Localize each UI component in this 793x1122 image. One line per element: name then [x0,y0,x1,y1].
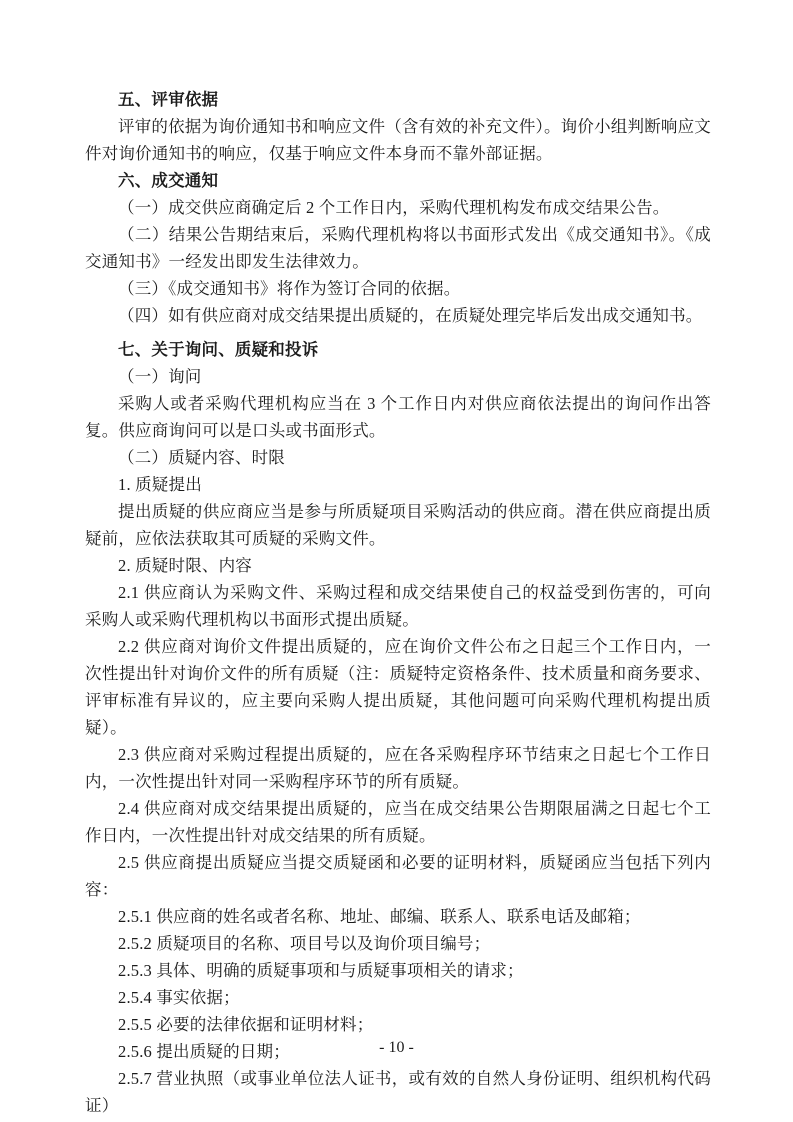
list-item: （三）《成交通知书》将作为签订合同的依据。 [118,279,461,298]
list-item: 2.5 供应商提出质疑应当提交质疑函和必要的证明材料，质疑函应当包括下列内容： [85,853,711,899]
list-item: 2.3 供应商对采购过程提出质疑的，应在各采购程序环节结束之日起七个工作日内，一次性提出针对同一采购程序环节的所有质疑。 [85,745,711,791]
paragraph: 评审的依据为询价通知书和响应文件（含有效的补充文件）。询价小组判断响应文件对询价通知书的响应，仅基于响应文件本身而不靠外部证据。 [85,117,711,163]
list-item: 2.5.7 营业执照（或事业单位法人证书，或有效的自然人身份证明、组织机构代码证） [85,1069,711,1115]
list-item: 2.5.3 具体、明确的质疑事项和与质疑事项相关的请求； [118,961,524,980]
list-item: 2.5.5 必要的法律依据和证明材料； [118,1015,374,1034]
page-number: - 10 - [379,1039,414,1056]
list-item: 2.2 供应商对询价文件提出质疑的，应在询价文件公布之日起三个工作日内，一次性提出针对询价文件的所有质疑（注：质疑特定资格条件、技术质量和商务要求、评审标准有异议的，应主要向采购人提出质疑，其他问题可向采购代理机构提出质疑）。 [85,637,711,737]
list-item: 2.5.2 质疑项目的名称、项目号以及询价项目编号； [118,934,491,953]
document-body [85,86,711,1119]
list-item: 2. 质疑时限、内容 [118,556,252,575]
list-item: （一）询问 [118,367,202,386]
list-item: 1. 质疑提出 [118,475,202,494]
list-item: （二）质疑内容、时限 [118,448,285,467]
section-heading-inquiry-challenge-complaint: 七、关于询问、质疑和投诉 [118,340,319,359]
list-item: （一）成交供应商确定后 2 个工作日内，采购代理机构发布成交结果公告。 [118,198,670,217]
list-item: 2.5.4 事实依据； [118,988,240,1007]
list-item: 2.1 供应商认为采购文件、采购过程和成交结果使自己的权益受到伤害的，可向采购人或采购代理机构以书面形式提出质疑。 [85,583,711,629]
list-item: 2.4 供应商对成交结果提出质疑的，应当在成交结果公告期限届满之日起七个工作日内，一次性提出针对成交结果的所有质疑。 [85,799,711,845]
list-item: （二）结果公告期结束后，采购代理机构将以书面形式发出《成交通知书》。《成交通知书》一经发出即发生法律效力。 [85,225,711,271]
list-item: 2.5.6 提出质疑的日期； [118,1042,290,1061]
list-item: 2.5.1 供应商的姓名或者名称、地址、邮编、联系人、联系电话及邮箱； [118,907,641,926]
paragraph: 采购人或者采购代理机构应当在 3 个工作日内对供应商依法提出的询问作出答复。供应商询问可以是口头或书面形式。 [85,394,711,440]
section-heading-award-notice: 六、成交通知 [118,171,219,190]
paragraph: 提出质疑的供应商应当是参与所质疑项目采购活动的供应商。潜在供应商提出质疑前，应依法获取其可质疑的采购文件。 [85,502,711,548]
list-item: （四）如有供应商对成交结果提出质疑的，在质疑处理完毕后发出成交通知书。 [118,306,703,325]
section-heading-review-basis: 五、评审依据 [118,90,219,109]
